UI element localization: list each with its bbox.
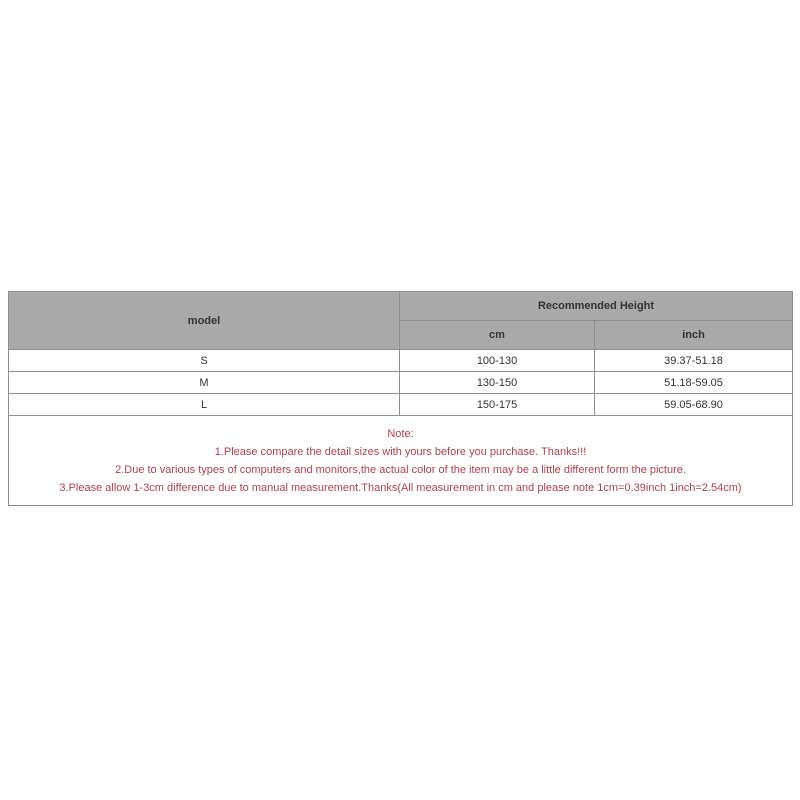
cell-inch: 39.37-51.18: [595, 350, 793, 372]
header-cm: cm: [400, 321, 595, 350]
header-inch: inch: [595, 321, 793, 350]
note-row: [9, 416, 793, 506]
table-row: [9, 350, 793, 372]
cell-model: L: [9, 394, 400, 416]
note-title: Note:: [387, 427, 414, 440]
cell-model: M: [9, 372, 400, 394]
cell-model: S: [9, 350, 400, 372]
note-line-1: 1.Please compare the detail sizes with yours before you purchase. Thanks!!!: [214, 445, 587, 458]
cell-inch: 51.18-59.05: [595, 372, 793, 394]
cell-cm: 100-130: [400, 350, 595, 372]
size-chart-table: [8, 291, 793, 506]
header-row-top: [9, 292, 793, 321]
cell-inch: 59.05-68.90: [595, 394, 793, 416]
cell-cm: 130-150: [400, 372, 595, 394]
table-row: [9, 372, 793, 394]
cell-cm: 150-175: [400, 394, 595, 416]
header-recommended-height: Recommended Height: [400, 292, 793, 321]
header-model: model: [9, 292, 400, 350]
note-line-2: 2.Due to various types of computers and monitors,the actual color of the item may be a little different form the picture.: [115, 463, 686, 476]
note-line-3: 3.Please allow 1-3cm difference due to manual measurement.Thanks(All measurement in cm and please note 1cm=0.39inch 1inch=2.54cm): [59, 481, 742, 494]
note-cell: [9, 416, 793, 506]
table-row: [9, 394, 793, 416]
